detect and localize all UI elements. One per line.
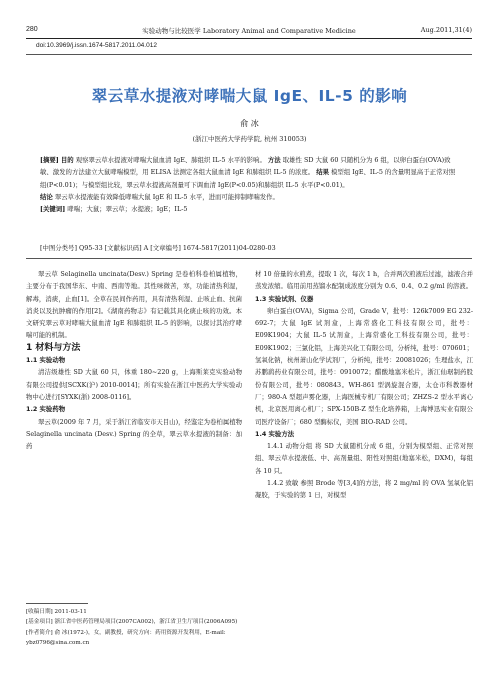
- affiliation: (浙江中医药大学药学院, 杭州 310053): [192, 135, 307, 143]
- conclusion-text: 翠云草水提液能有效降低哮喘大鼠 IgE 和 IL-5 水平，进而可能抑制哮喘发作。: [54, 192, 279, 201]
- author: 俞 冰: [240, 119, 259, 128]
- funding-note: [基金项目] 浙江省中医药管理局项目(2007CA002)，浙江省卫生厅项目(2006A095): [26, 619, 238, 626]
- method-sensitization-paragraph: 1.4.2 致敏 参照 Brode 等[3,4]的方法，将 2 mg/ml 的 OVA 氢氧化铝凝胶，于实验的第 1 日，对模型: [255, 479, 473, 500]
- drugs-paragraph: 翠云草(2009 年 7 月，采于浙江省临安市天目山)，经鉴定为卷柏属植物 Selaginella uncinata (Desv.) Spring 的全草，翠云草水提液的制备：加药: [26, 417, 242, 451]
- page-number: 280: [26, 26, 38, 33]
- intro-paragraph: 翠云草 Selaginella uncinata(Desv.) Spring 是卷柏科卷柏属植物，主要分布于我国华东、中南、西南等地。其性味微苦，寒，功能清热利湿，解毒，消痰，止血[1]。全草在民间作药用，具有清热利湿、止咳止血、抗菌消炎以及抗肿瘤的作用[2]。《湖南药物志》有记载其具化痰止咳的功效。本文研究翠云草对哮喘大鼠血清 IgE 和肺组织 IL-5 的影响，以探讨其治疗哮喘可能的机制。: [26, 270, 242, 340]
- method-grouping-paragraph: 1.4.1 动物分组 将 SD 大鼠随机分成 6 组，分别为模型组、正常对照组、翠云草水提液低、中、高剂量组、阳性对照组(地塞米松，DXM)，每组各 10 只。: [255, 442, 473, 475]
- keywords: [40, 203, 460, 215]
- keywords-label: [关键词]: [40, 205, 66, 214]
- keywords-text: 哮喘；大鼠；翠云草；水提液；IgE；IL-5: [67, 205, 188, 214]
- abstract-label: [摘要]: [40, 156, 59, 164]
- abstract-body: [40, 154, 460, 191]
- journal-name: 实验动物与比较医学 Laboratory Animal and Comparative Medicine: [142, 27, 356, 35]
- author-info: [作者简介] 俞 冰(1972-)，女，副教授，研究方向：药用资源开发利用，E-mail: ybz0796@sina.com.cn: [26, 629, 226, 647]
- objective-text: 观察翠云草水提液对哮喘大鼠血清 IgE、肺组织 IL-5 水平的影响。: [75, 156, 266, 164]
- received-date: [收稿日期] 2011-03-11: [26, 609, 87, 615]
- conclusion-label: 结论: [40, 192, 53, 201]
- abstract-conclusion: [40, 191, 460, 203]
- subsection-heading-methods: 1.4 实验方法: [255, 429, 295, 438]
- method-text: 取雄性 SD 大鼠 60 只随机分为 6 组，以卵白蛋白(OVA)致敏、激发的方法建立大鼠哮喘模型，用 ELISA 法测定各组大鼠血清 IgE 和肺组织 IL-5 的浓度。: [40, 156, 451, 177]
- result-text: 模型组 IgE、IL-5 的含量明显高于正常对照组(P<0.01)；与模型组比较，翠云草水提液高剂量可下调血清 IgE(P<0.05)和肺组织 IL-5 水平(P<0.01)。: [40, 168, 456, 189]
- reagents-paragraph: 卵白蛋白(OVA)，Sigma 公司，Grade V，批号：126k7009 EG 232-692-7；大鼠 IgE 试剂盒，上海常盛化工科技有限公司，批号：E09K1904；大鼠 IL-5 试剂盒，上海常盛化工科技有限公司，批号：E09K1902；三氯化铝，上海美兴化工有限公司，分析纯，批号：070601；氢氧化钠，杭州萧山化学试剂厂，分析纯，批号：20081026；生理盐水，江苏鹏鹞药业有限公司，批号：0910072；醋酸地塞米松片，浙江仙琚制药股份有限公司，批号：080843。WH-861 型涡旋混合器，太仓市科教器材厂；980-A 型超声雾化器，上海医械专机厂有限公司；ZHZS-2 型水平离心机，北京医用离心机厂；SPX-150B-Z 型生化培养箱，上海博迅实业有限公司医疗设备厂；680 型酶标仪，美国 BIO-RAD 公司。: [255, 306, 473, 426]
- article-title: 翠云草水提液对哮喘大鼠 IgE、IL-5 的影响: [91, 87, 408, 105]
- issue-info: Aug.2011,31(4): [420, 26, 472, 34]
- animals-paragraph: 清洁级雄性 SD 大鼠 60 只，体重 180~220 g，上海斯莱克实验动物有限公司提供[SCXK(沪) 2010-0014]；所有实验在浙江中医药大学实验动物中心进行[SYXK(浙) 2008-0116]。: [26, 368, 242, 401]
- right-column: [255, 268, 473, 502]
- method-label: 方法: [267, 156, 281, 164]
- classification-rule: [26, 258, 472, 259]
- subsection-heading-reagents: 1.3 实验试剂、仪器: [255, 294, 314, 303]
- result-label: 结果: [316, 168, 329, 177]
- footnote-rule: [26, 603, 88, 604]
- section-heading-materials-methods: 1 材料与方法: [26, 342, 81, 353]
- doi[interactable]: doi:10.3969/j.issn.1674-5817.2011.04.012: [36, 42, 157, 49]
- objective-label: 目的: [60, 156, 74, 164]
- abstract: [40, 154, 460, 215]
- left-column: [26, 268, 242, 452]
- classification-line: [中图分类号] Q95-33 [文献标识码] A [文章编号] 1674-5817(2011)04-0280-03: [40, 244, 276, 252]
- header-rule: [26, 38, 472, 39]
- prep-paragraph: 材 10 倍量的水煎煮，提取 1 次，每次 1 h，合并两次煎液后过滤，滤液合并蒸发浓缩。临用前用蒸馏水配制成浓度分别为 0.6、0.4、0.2 g/ml 的溶液。: [255, 270, 473, 291]
- subsection-heading-drugs: 1.2 实验药物: [26, 405, 66, 414]
- footnotes: [26, 607, 242, 649]
- doi-rule: [26, 54, 472, 55]
- subsection-heading-animals: 1.1 实验动物: [26, 356, 66, 365]
